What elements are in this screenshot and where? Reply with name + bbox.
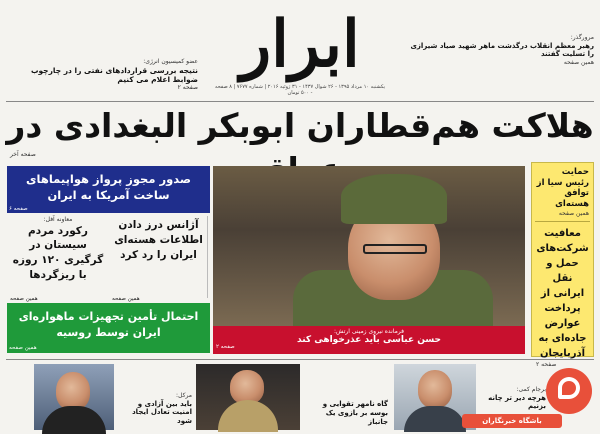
navy-story-page: صفحه ۶ <box>9 206 28 212</box>
green-story-title: احتمال تأمین تجهیزات ماهواره‌ای ایران توسط روسیه <box>18 310 199 339</box>
mid-left-story-title: رکورد مردم سیستان در گرگیری ۱۲۰ روزه با ریزگردها <box>12 224 104 281</box>
top-right-page: همین صفحه <box>563 59 594 66</box>
glasses-icon <box>363 244 427 254</box>
mid-right-story[interactable] <box>110 216 208 298</box>
bottom-story-3-kicker: برجام کمی: <box>516 386 546 393</box>
center-caption[interactable] <box>213 326 525 354</box>
bottom-photo-1[interactable] <box>34 364 114 430</box>
right-story-1[interactable] <box>532 163 593 217</box>
mid-right-story-title: آژانس درز دادن اطلاعات هسته‌ای ایران را رد کرد <box>114 219 203 262</box>
mid-right-story-page: همین صفحه <box>112 296 140 302</box>
bottom-divider <box>6 359 594 360</box>
green-story[interactable] <box>7 303 210 353</box>
person-face <box>230 370 264 404</box>
mid-left-story-kicker: معاونه آفل: <box>43 216 73 223</box>
person-suit <box>404 406 466 432</box>
bottom-story-2[interactable] <box>304 400 388 426</box>
newspaper-title: ابرار <box>240 7 360 82</box>
mid-left-story-page: همین صفحه <box>10 296 38 302</box>
right-story-1-title: حمایت رئیس سیا از توافق هسته‌ای <box>536 167 589 209</box>
center-page: صفحه ۲ <box>216 344 235 350</box>
right-column <box>531 162 594 368</box>
top-left-title: نتیجه بررسی قراردادهای نفتی را در چارچوب ضوابط اعلام می کنیم <box>30 65 198 84</box>
navy-story[interactable] <box>7 166 210 213</box>
person-clothes <box>218 400 278 432</box>
top-left-page: صفحه ۲ <box>177 84 198 92</box>
bottom-story-1-title: باید بین آزادی و امنیت تعادل ایجاد شود <box>132 399 192 425</box>
center-photo[interactable] <box>213 166 525 326</box>
center-caption-kicker: فرمانده نیروی زمینی ارتش: <box>334 328 404 335</box>
top-right-story[interactable] <box>404 34 594 67</box>
bottom-story-3-title: هرچه دیر تر چانه بزنیم <box>488 393 546 411</box>
bottom-story-3[interactable] <box>480 386 546 411</box>
right-column-divider <box>535 221 590 222</box>
bottom-story-2-title: گاه نامهر تقوایی و بوسه بر بازوی یک جانباز <box>322 400 388 426</box>
bottom-story-1-kicker: مرکل: <box>176 392 192 399</box>
center-caption-title: حسن عباسی باید عذرخواهی کند <box>297 335 441 345</box>
top-left-story[interactable] <box>8 58 198 92</box>
right-story-2[interactable] <box>532 226 593 369</box>
person-face <box>418 370 452 408</box>
main-headline-page: صفحه آخر <box>10 151 36 158</box>
watermark-symbol <box>558 377 580 399</box>
watermark-label: باشگاه خبرنگاران <box>462 414 562 428</box>
main-headline[interactable]: هلاکت هم‌قطاران ابوبکر البغدادی در <box>6 106 594 145</box>
right-story-1-page: همین صفحه <box>558 209 589 217</box>
top-right-title: رهبر معظم انقلاب درگذشت ماهر شهید صیاد شیرازی را تسلیت گفتند <box>410 41 594 59</box>
military-cap <box>341 174 447 224</box>
person-face <box>56 372 90 410</box>
right-story-2-title: معافیت شرکت‌های حمل و نقل ایرانی از پرداخت عوارض جاده‌ای به آذربایجان <box>536 228 589 359</box>
navy-story-title: صدور مجوز پرواز هواپیماهای ساخت آمریکا به ایران <box>26 172 191 203</box>
masthead <box>215 2 385 100</box>
green-story-page: همین صفحه <box>9 345 37 351</box>
mid-left-story[interactable] <box>8 216 108 298</box>
bottom-photo-2[interactable] <box>196 364 300 430</box>
right-story-2-page: صفحه ۲ <box>536 361 557 368</box>
masthead-divider <box>6 101 594 102</box>
bottom-story-1[interactable] <box>118 392 192 426</box>
watermark-logo-icon <box>546 368 592 414</box>
top-left-kicker: عضو کمیسیون انرژی: <box>143 58 198 65</box>
top-right-kicker: مرورگذر: <box>570 34 594 41</box>
issue-info: یکشنبه ۱۰ مرداد ۱۳۹۵ - ۲۶ شوال ۱۴۳۷ - ۳۱ ژوئیه ۲۰۱۶ | شماره ۷۶۷۷ | ۸ صفحه - ۵۰۰ تومان <box>215 84 385 96</box>
